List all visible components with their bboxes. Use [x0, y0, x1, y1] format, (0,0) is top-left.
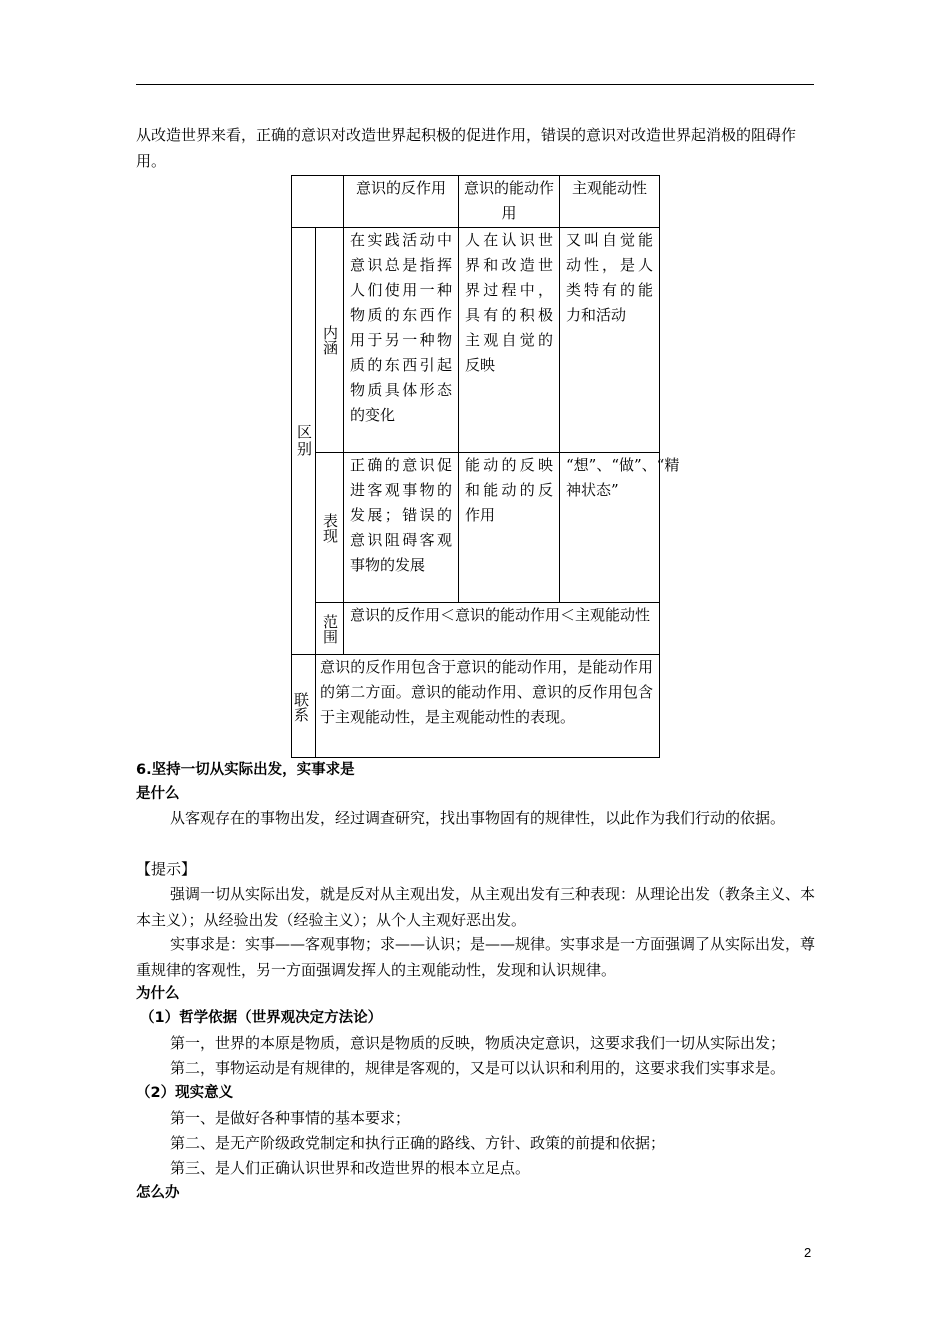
- table-corner-cell: [292, 176, 344, 228]
- table-header-active-role: 意识的能动作用: [459, 176, 560, 228]
- table-cell-connotation-active-role: 人在认识世界和改造世界过程中，具有的积极主观自觉的反映: [459, 228, 560, 453]
- real-heading: （2）现实意义: [136, 1085, 234, 1101]
- comparison-table: [291, 175, 680, 758]
- table-cell-scope: 意识的反作用＜意识的能动作用＜主观能动性: [344, 603, 660, 655]
- table-row-label-connotation: 内涵: [316, 228, 344, 453]
- table-label-connection: 联系: [292, 655, 316, 758]
- what-heading: 是什么: [136, 786, 180, 802]
- table-row-label-scope: 范围: [316, 603, 344, 655]
- section-6-title: 6.坚持一切从实际出发，实事求是: [136, 762, 355, 778]
- real-paragraph-1: 第一、是做好各种事情的基本要求；: [170, 1109, 411, 1127]
- table-cell-manifestation-initiative: “想”、“做”、“精神状态”: [560, 453, 660, 603]
- table-cell-connection: 意识的反作用包含于意识的能动作用，是能动作用的第二方面。意识的能动作用、意识的反作用包含于主观能动性，是主观能动性的表现。: [316, 655, 660, 758]
- tip-label: 【提示】: [136, 860, 197, 878]
- how-heading: 怎么办: [136, 1185, 180, 1201]
- real-paragraph-2: 第二、是无产阶级政党制定和执行正确的路线、方针、政策的前提和依据；: [170, 1134, 666, 1152]
- intro-paragraph: 从改造世界来看，正确的意识对改造世界起积极的促进作用，错误的意识对改造世界起消极的阻碍作用。: [136, 126, 797, 170]
- real-paragraph-3: 第三、是人们正确认识世界和改造世界的根本立足点。: [170, 1159, 531, 1177]
- table-cell-manifestation-reaction: 正确的意识促进客观事物的发展；错误的意识阻碍客观事物的发展: [344, 453, 459, 603]
- tip-paragraph-2: 实事求是：实事——客观事物；求——认识；是——规律。实事求是一方面强调了从实际出发，尊重规律的客观性，另一方面强调发挥人的主观能动性，发现和认识规律。: [136, 935, 816, 979]
- table-group-label-difference: 区别: [292, 228, 316, 655]
- why-heading: 为什么: [136, 986, 180, 1002]
- basis-heading: （1）哲学依据（世界观决定方法论）: [140, 1010, 383, 1026]
- table-header-subjective-initiative: 主观能动性: [560, 176, 660, 228]
- basis-paragraph-1: 第一，世界的本原是物质，意识是物质的反映，物质决定意识，这要求我们一切从实际出发；: [170, 1034, 786, 1052]
- table-cell-connotation-initiative: 又叫自觉能动性，是人类特有的能力和活动: [560, 228, 660, 453]
- what-paragraph: 从客观存在的事物出发，经过调查研究，找出事物固有的规律性，以此作为我们行动的依据。: [170, 809, 786, 827]
- tip-paragraph-1: 强调一切从实际出发，就是反对从主观出发，从主观出发有三种表现：从理论出发（教条主义、本本主义）；从经验出发（经验主义）；从个人主观好恶出发。: [136, 885, 816, 929]
- table-cell-connotation-reaction: 在实践活动中意识总是指挥人们使用一种物质的东西作用于另一种物质的东西引起物质具体形态的变化: [344, 228, 459, 453]
- basis-paragraph-2: 第二，事物运动是有规律的，规律是客观的，又是可以认识和利用的，这要求我们实事求是。: [170, 1059, 786, 1077]
- table-row-label-manifestation: 表现: [316, 453, 344, 603]
- header-rule: [136, 84, 814, 85]
- table-header-reaction: 意识的反作用: [344, 176, 459, 228]
- page-number: 2: [804, 1245, 812, 1260]
- table-cell-manifestation-active-role: 能动的反映和能动的反作用: [459, 453, 560, 603]
